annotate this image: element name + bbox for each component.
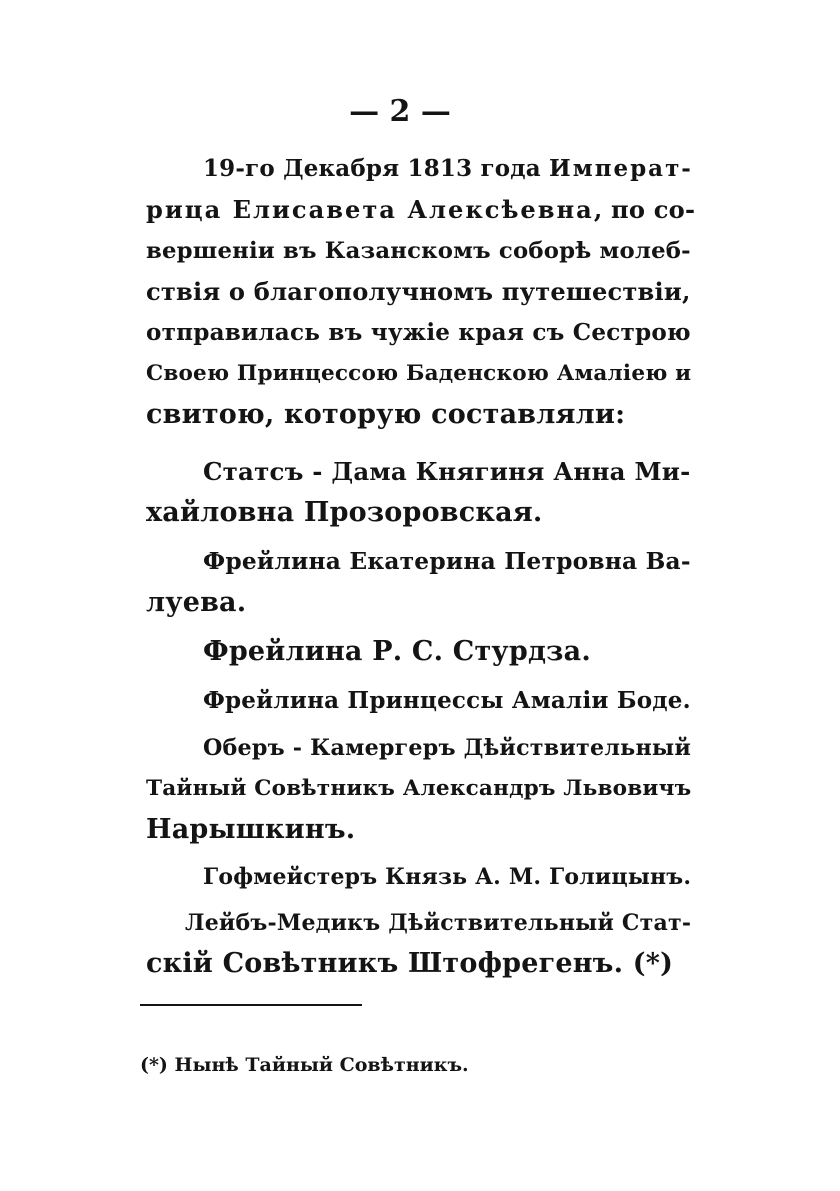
entry-5-line-2: Тайный Совѣтникъ Александръ Львовичъ bbox=[146, 776, 692, 801]
entry-5-line-1: Оберъ - Камергеръ Дѣйствительный bbox=[203, 735, 692, 761]
entry-5-line-3: Нарышкинъ. bbox=[146, 814, 356, 845]
entry-2-line-1: Фрейлина Екатерина Петровна Ва- bbox=[203, 548, 691, 575]
entry-1-line-2: хайловна Прозоровская. bbox=[146, 497, 543, 528]
footnote: (*) Нынѣ Тайный Совѣтникъ. bbox=[140, 1054, 469, 1076]
entry-4-line-1: Фрейлина Принцессы Амаліи Боде. bbox=[203, 687, 691, 714]
paragraph-line-6: Своею Принцессою Баденскою Амаліею и bbox=[146, 361, 692, 386]
paragraph-line-2 bbox=[146, 193, 695, 227]
entry-7-line-2: скій Совѣтникъ Штофрегенъ. (*) bbox=[146, 948, 674, 979]
entry-3-line-1: Фрейлина Р. С. Стурдза. bbox=[203, 636, 591, 667]
paragraph-line-7: свитою, которую составляли: bbox=[146, 399, 626, 430]
paragraph-line-1 bbox=[203, 152, 693, 186]
footnote-divider bbox=[140, 1004, 362, 1006]
entry-2-line-2: луева. bbox=[146, 587, 247, 618]
paragraph-line-2-text: , по со- bbox=[593, 195, 696, 224]
paragraph-line-3: вершеніи въ Казанскомъ соборѣ молеб- bbox=[146, 238, 691, 264]
entry-1-line-1: Статсъ - Дама Княгиня Анна Ми- bbox=[203, 457, 691, 486]
paragraph-line-4: ствія о благополучномъ путешествіи, bbox=[146, 277, 691, 306]
entry-6-line-1: Гофмейстеръ Князь А. М. Голицынъ. bbox=[203, 864, 692, 890]
paragraph-line-2-emphasis: рица Елисавета Алексѣевна bbox=[146, 195, 594, 224]
paragraph-line-5: отправилась въ чужіе края съ Сестрою bbox=[146, 319, 691, 346]
paragraph-line-1-text: 19-го Декабря 1813 года bbox=[203, 155, 550, 182]
entry-7-line-1: Лейбъ-Медикъ Дѣйствительный Стат- bbox=[185, 910, 692, 936]
page-number: — 2 — bbox=[349, 94, 451, 129]
paragraph-line-1-emphasis: Императ- bbox=[549, 155, 693, 182]
